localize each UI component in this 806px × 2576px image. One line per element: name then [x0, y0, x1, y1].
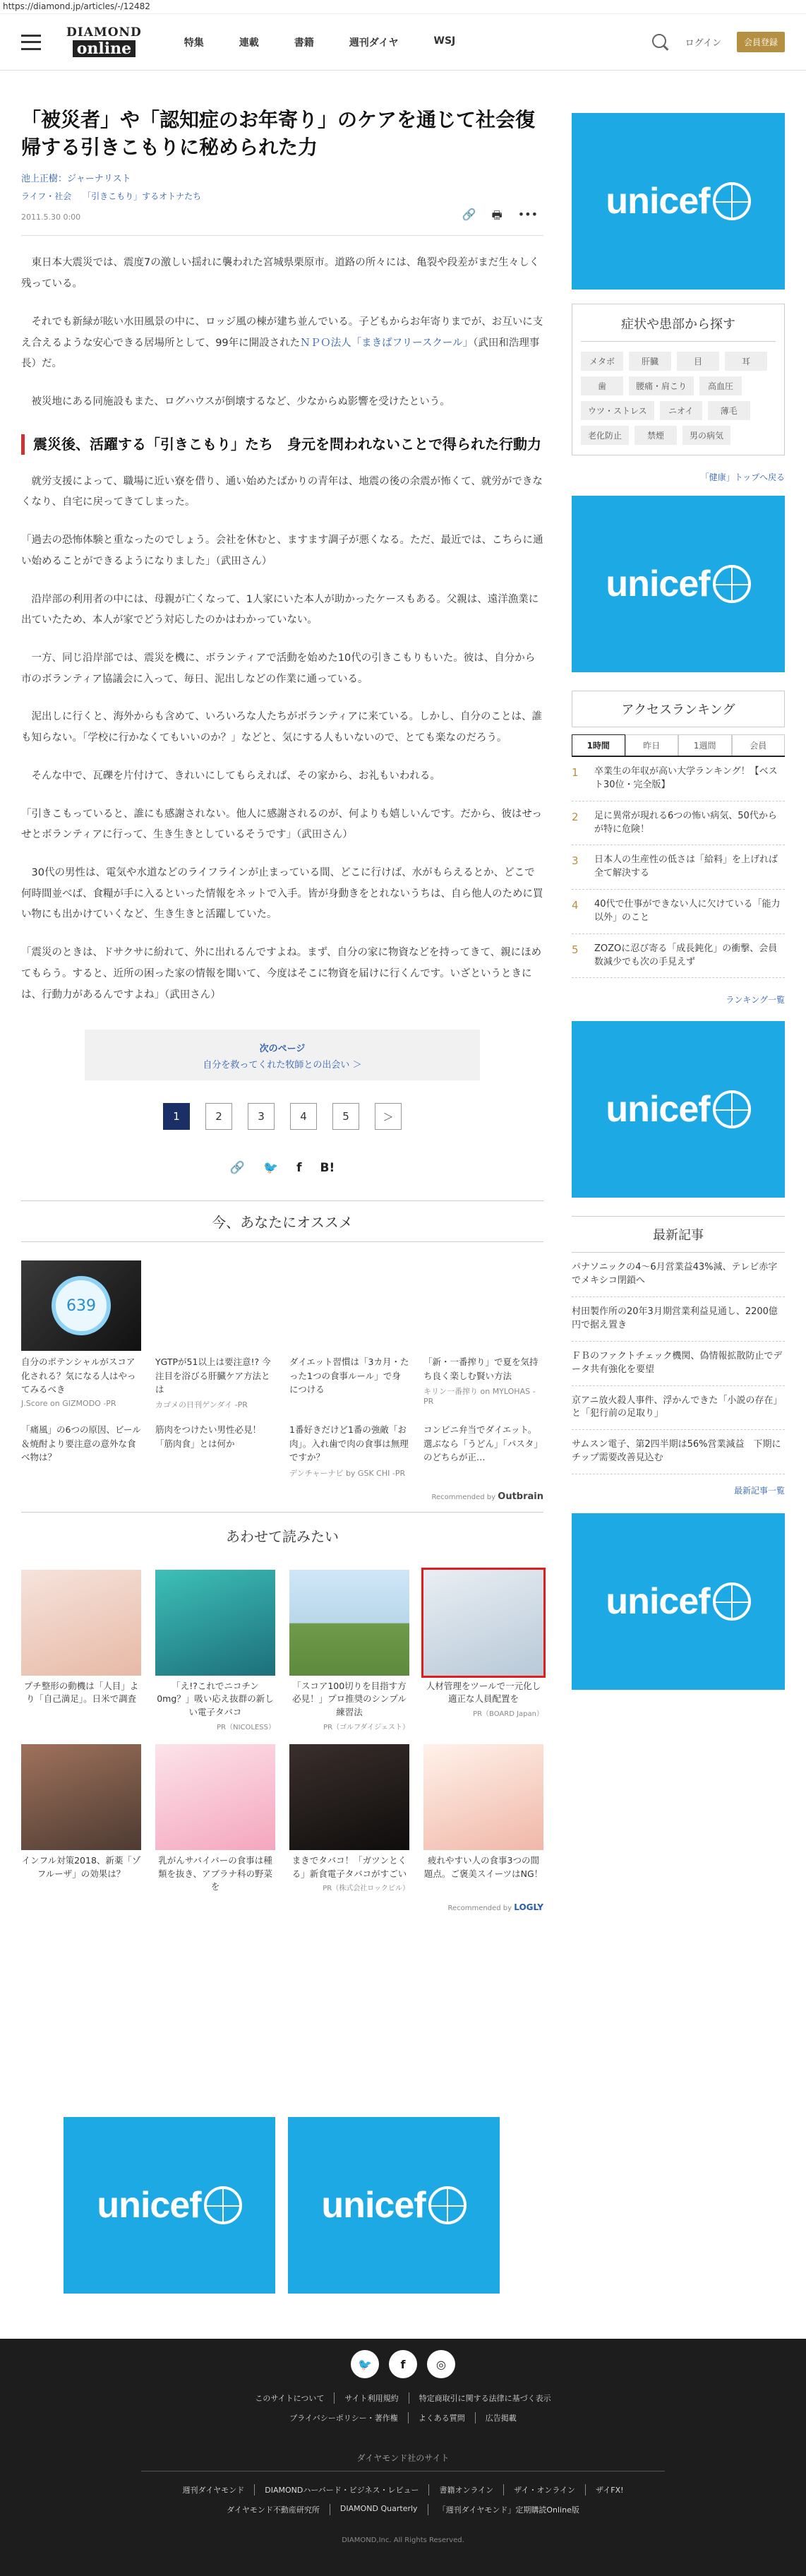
- footer-link[interactable]: プライバシーポリシー・著作権: [279, 2412, 408, 2423]
- unicef-globe-icon: [713, 182, 751, 220]
- npo-link[interactable]: ＮＰＯ法人「まきばフリースクール」: [300, 337, 474, 349]
- ranking-item[interactable]: 2 足に異常が現れる6つの怖い病気、50代からが特に危険！: [572, 801, 785, 846]
- recommend-title: 今、あなたにオススメ: [21, 1200, 543, 1242]
- page-next[interactable]: ＞: [375, 1103, 402, 1130]
- symptom-tag[interactable]: 歯: [581, 376, 623, 395]
- recommend-item[interactable]: 「新・一番搾り」で夏を気持ち良く楽しむ賢い方法 キリン一番搾り on MYLOHAS -PR: [423, 1260, 543, 1410]
- article-paragraph: 沿岸部の利用者の中には、母親が亡くなって、1人家にいた本人が助かったケースもある。父親は、遠洋漁業に出ていたため、本人が家でどう対応したのかはわかっていない。: [21, 593, 539, 626]
- recommend-thumb: 639: [21, 1260, 141, 1351]
- search-icon[interactable]: [651, 33, 670, 52]
- symptom-tag[interactable]: 高血圧: [699, 376, 742, 395]
- also-read-item[interactable]: インフル対策2018、新薬「ゾフルーザ」の効果は？: [21, 1744, 141, 1895]
- article-paragraph: 「震災のときは、ドサクサに紛れて、外に出れるんですよね。まず、自分の家に物資などを持ってきて、親にほめてもらう。すると、近所の困った家の情報を聞いて、今度はそこに物資を届けに行くんです。いざというときには、行動力があるんですよね」（武田さん）: [21, 947, 542, 1001]
- also-read-item[interactable]: 乳がんサバイバーの食事は種類を抜き、アブラナ科の野菜を: [155, 1744, 275, 1895]
- also-thumb: [289, 1744, 409, 1850]
- unicef-ad[interactable]: unicef: [572, 113, 785, 290]
- footer-site-link[interactable]: ダイヤモンド不動産研究所: [217, 2504, 330, 2515]
- recommend-thumb: [423, 1260, 543, 1351]
- footer-link[interactable]: このサイトについて: [245, 2392, 335, 2404]
- recommend-item[interactable]: コンビニ弁当でダイエット。選ぶなら「うどん」「パスタ」のどちらが正…: [423, 1424, 543, 1463]
- symptom-tag[interactable]: 耳: [725, 352, 767, 371]
- unicef-ad[interactable]: unicef: [288, 2117, 500, 2294]
- also-read-grid: [21, 1570, 543, 1896]
- category-link[interactable]: 「引きこもり」するオトナたち: [83, 191, 202, 202]
- article-paragraph: そんな中で、瓦礫を片付けて、きれいにしてもらえれば、その家から、お礼もいわれる。: [31, 770, 440, 782]
- footer-link[interactable]: サイト利用規約: [335, 2392, 409, 2404]
- footer-site-link[interactable]: 書籍オンライン: [429, 2484, 504, 2496]
- article-column: [21, 71, 543, 1912]
- url-bar[interactable]: https://diamond.jp/articles/-/12482: [0, 0, 806, 14]
- outbrain-credit[interactable]: Recommended by Outbrain: [21, 1491, 543, 1513]
- recommend-grid: [21, 1260, 543, 1478]
- latest-item[interactable]: 村田製作所の20年3月期営業利益見通し、2200億円で据え置き: [572, 1297, 785, 1342]
- link-share-icon[interactable]: 🔗: [229, 1161, 245, 1176]
- footer-site-link[interactable]: DIAMONDハーバード・ビジネス・レビュー: [255, 2484, 429, 2496]
- page-3[interactable]: 3: [248, 1103, 275, 1130]
- also-read-item[interactable]: 疲れやすい人の食事3つの間題点。ご褒美スイーツはNG！: [423, 1744, 543, 1895]
- article-paragraph: 「引きこもっていると、誰にも感謝されない。他人に感謝されるのが、何よりも嬉しいんです。だから、彼はせっせとボランティアに行って、生き生きとしているそうです」（武田さん）: [21, 808, 543, 841]
- sidebar: [572, 113, 785, 1690]
- article-paragraph: 30代の男性は、電気や水道などのライフラインが止まっている間、どこに行けば、水がもらえるとか、どこで何時間並べば、食糧が手に入るといった情報をネットで入手。皆が身動きをとれないうちは、自ら他人のために買い物にも出かけていくなど、生き生きと活躍していた。: [21, 867, 543, 921]
- symptom-tag[interactable]: 目: [677, 352, 719, 371]
- register-button[interactable]: 会員登録: [737, 32, 785, 52]
- article-date: 2011.5.30 0:00: [21, 213, 81, 222]
- symptom-tag[interactable]: ニオイ: [660, 401, 702, 420]
- footer-site-link[interactable]: 週刊ダイヤモンド: [172, 2484, 255, 2496]
- ranking-list-link[interactable]: ランキング一覧: [726, 995, 785, 1006]
- latest-list-link[interactable]: 最新記事一覧: [733, 1485, 785, 1496]
- unicef-globe-icon: [713, 565, 751, 603]
- footer-link[interactable]: 広告掲載: [485, 2414, 517, 2423]
- also-thumb: [423, 1744, 543, 1850]
- category-link[interactable]: ライフ・社会: [21, 191, 72, 202]
- footer-facebook-icon[interactable]: f: [389, 2350, 417, 2378]
- ranking-tab-member[interactable]: 会員: [732, 734, 786, 756]
- article-paragraph: 「過去の恐怖体験と重なったのでしょう。会社を休むと、ますます調子が悪くなる。ただ、最近では、こちらに通い始めることができるようになりました」（武田さん）: [21, 535, 543, 567]
- also-thumb: [155, 1744, 275, 1850]
- unicef-globe-icon: [713, 1090, 751, 1128]
- link-icon[interactable]: 🔗: [462, 208, 476, 222]
- ranking-item[interactable]: 5 ZOZOに忍び寄る「成長鈍化」の衝撃、会員数減少でも次の手見えず: [572, 934, 785, 979]
- main-nav: [184, 35, 455, 49]
- next-page-button[interactable]: 次のページ 自分を救ってくれた牧師との出会い ＞: [85, 1030, 480, 1080]
- article-author[interactable]: 池上正樹：ジャーナリスト: [21, 174, 131, 185]
- also-thumb: [21, 1570, 141, 1676]
- also-read-item[interactable]: プチ整形の動機は「人目」より「自己満足」。日米で調査: [21, 1570, 141, 1731]
- recommend-item[interactable]: ダイエット習慣は「3カ月・たった1つの食事ルール」で身につける: [289, 1260, 409, 1410]
- site-logo[interactable]: DIAMOND online: [66, 25, 142, 58]
- symptom-tag[interactable]: メタボ: [581, 352, 623, 371]
- site-footer: [0, 2339, 806, 2576]
- unicef-ad[interactable]: unicef: [572, 496, 785, 672]
- also-read-item[interactable]: 人材管理をツールで一元化し適正な人員配置を PR（BOARD Japan）: [423, 1570, 543, 1731]
- latest-articles: 最新記事 パナソニックの4～6月営業益43%減、テレビ赤字でメキシコ閉鎖へ 村田製作所の20年3月期営業利益見通し、2200億円で据え置き ＦＢのファクトチェック機関、偽情報拡散防止でデータ共有強化を要望 京アニ放火殺人事件、浮かんできた「小説の存在」と「犯行前の足取り」 サムスン電子、第2四半期は56%営業減益 下期にチップ需要改善見込む: [572, 1216, 785, 1474]
- nav-item-feature[interactable]: 特集: [184, 37, 204, 49]
- nav-item-books[interactable]: 書籍: [294, 37, 314, 49]
- health-top-link[interactable]: 「健康」トップへ戻る: [700, 472, 785, 482]
- unicef-ad[interactable]: unicef: [64, 2117, 275, 2294]
- unicef-globe-icon: [428, 2186, 467, 2224]
- bottom-ads: [64, 2117, 500, 2294]
- ranking-tab-week[interactable]: 1週間: [678, 734, 732, 756]
- article-body: [21, 253, 543, 1006]
- footer-link[interactable]: よくある質問: [409, 2412, 476, 2423]
- ranking-tab-yesterday[interactable]: 昨日: [625, 734, 679, 756]
- footer-twitter-icon[interactable]: 🐦: [351, 2350, 379, 2378]
- pagination: [21, 1103, 543, 1130]
- symptom-tag[interactable]: 老化防止: [581, 426, 629, 445]
- share-bar: [21, 1161, 543, 1175]
- symptom-tag[interactable]: 禁煙: [634, 426, 677, 445]
- footer-group-title: ダイヤモンド社のサイト: [356, 2453, 450, 2463]
- nav-item-wsj[interactable]: WSJ: [433, 35, 456, 47]
- login-link[interactable]: ログイン: [685, 38, 721, 49]
- recommend-thumb: [289, 1260, 409, 1351]
- recommend-item[interactable]: YGTPが51以上は要注意!? 今注目を浴びる肝臓ケア方法とは カゴメの日刊ゲンダイ -PR: [155, 1260, 275, 1410]
- site-header: [0, 14, 806, 71]
- page-4[interactable]: 4: [290, 1103, 317, 1130]
- footer-site-link[interactable]: 「週刊ダイヤモンド」定期購読Online版: [438, 2505, 579, 2515]
- article-paragraph: 被災地にある同施設もまた、ログハウスが倒壊するなど、少なからぬ影響を受けたという。: [31, 395, 450, 407]
- footer-site-link[interactable]: ザイ・オンライン: [504, 2484, 586, 2496]
- footer-link[interactable]: 特定商取引に関する法律に基づく表示: [419, 2394, 551, 2403]
- unicef-ad[interactable]: unicef: [572, 1513, 785, 1690]
- symptom-tag[interactable]: 男の病気: [682, 426, 730, 445]
- also-read-item[interactable]: 「え!?これでニコチン0mg？」吸い応え抜群の新しい電子タバコ PR（NICOLESS）: [155, 1570, 275, 1731]
- also-read-title: あわせて読みたい: [226, 1527, 339, 1545]
- also-read-item[interactable]: 「スコア100切りを目指す方必見！」プロ推奨のシンプル練習法 PR（ゴルフダイジェスト）: [289, 1570, 409, 1731]
- symptom-tag[interactable]: ウツ・ストレス: [581, 401, 654, 420]
- symptom-tag[interactable]: 肝臓: [629, 352, 671, 371]
- article-paragraph: それでも新緑が眩い水田風景の中に、ロッジ風の棟が建ち並んでいる。子どもからお年寄りまでが、お互いに支え合えるような安心できる居場所として、99年に開設されたＮＰＯ法人「まきばフリースクール」（武田和浩理事長）だ。: [21, 316, 543, 370]
- nav-item-series[interactable]: 連載: [239, 37, 259, 49]
- twitter-icon[interactable]: 🐦: [263, 1161, 279, 1176]
- ranking-item[interactable]: 3 日本人の生産性の低さは「給料」を上げれば全て解決する: [572, 845, 785, 890]
- hamburger-menu-icon[interactable]: [21, 35, 41, 50]
- more-icon[interactable]: •••: [517, 208, 538, 222]
- recommend-thumb: [155, 1260, 275, 1351]
- also-read-item[interactable]: まきでタバコ！「ガツンとくる」新食電子タバコがすごい PR（株式会社ロックビル）: [289, 1744, 409, 1895]
- article-paragraph: 泥出しに行くと、海外からも含めて、いろいろな人たちがボランティアに来ている。しかし、自分のことは、誰も知らない。「学校に行かなくてもいいのか？」などと、気にする人もいないので、とても楽なのだろう。: [21, 711, 543, 744]
- article-paragraph: 就労支援によって、職場に近い寮を借り、通い始めたばかりの青年は、地震の後の余震が怖くて、就労ができなくなり、自宅に戻ってきてしまった。: [21, 475, 543, 508]
- page-1[interactable]: 1: [163, 1103, 190, 1130]
- recommend-item[interactable]: 「痛風」の6つの原因、ビール＆焼酎より要注意の意外な食べ物は？: [21, 1424, 141, 1463]
- symptom-tag[interactable]: 薄毛: [708, 401, 750, 420]
- recommend-item[interactable]: 筋肉をつけたい男性必見！「筋肉食」とは何か: [155, 1424, 262, 1449]
- also-thumb: [21, 1744, 141, 1850]
- also-thumb: [289, 1570, 409, 1676]
- latest-item[interactable]: 京アニ放火殺人事件、浮かんできた「小説の存在」と「犯行前の足取り」: [572, 1386, 785, 1431]
- symptom-search: 症状や患部から探す メタボ 肝臓 目 耳 歯 腰痛・肩こり 高血圧 ウツ・ストレス ニオイ 薄毛 老化防止 禁煙 男の病気: [572, 304, 785, 455]
- also-thumb: [155, 1570, 275, 1676]
- access-ranking: アクセスランキング 1時間 昨日 1週間 会員 1 卒業生の年収が高い大学ランキング！【ベスト30位・完全版】 2 足に異常が現れる6つの怖い病気、50代からが特に危険！ 3 日本人の生産性の低さは「給料」を上げれば全て解決する 4 40代で仕事ができない人に欠けている「能力以外」のこと 5 ZOZOに忍び寄る「成長鈍化」の衝撃、会員数減少でも次の手見えず: [572, 691, 785, 978]
- page-2[interactable]: 2: [205, 1103, 232, 1130]
- ranking-item[interactable]: 1 卒業生の年収が高い大学ランキング！【ベスト30位・完全版】: [572, 757, 785, 801]
- facebook-icon[interactable]: f: [296, 1161, 302, 1176]
- recommend-item[interactable]: 1番好きだけど1番の強敵「お肉」。入れ歯で肉の食事は無理ですか？ デンチャーナビ by GSK CHI -PR: [289, 1424, 409, 1478]
- print-icon[interactable]: 🖶: [491, 208, 503, 222]
- footer-site-link[interactable]: DIAMOND Quarterly: [330, 2504, 428, 2515]
- article-subheading: 震災後、活躍する「引きこもり」たち 身元を問われないことで得られた行動力: [21, 434, 543, 455]
- latest-item[interactable]: パナソニックの4～6月営業益43%減、テレビ赤字でメキシコ閉鎖へ: [572, 1253, 785, 1297]
- latest-item[interactable]: サムスン電子、第2四半期は56%営業減益 下期にチップ需要改善見込む: [572, 1430, 785, 1474]
- hatena-icon[interactable]: B!: [320, 1161, 335, 1176]
- footer-rss-icon[interactable]: ◎: [427, 2350, 455, 2378]
- article-categories: [21, 190, 543, 202]
- nav-item-weekly[interactable]: 週刊ダイヤ: [349, 37, 399, 49]
- ranking-item[interactable]: 4 40代で仕事ができない人に欠けている「能力以外」のこと: [572, 890, 785, 934]
- latest-item[interactable]: ＦＢのファクトチェック機関、偽情報拡散防止でデータ共有強化を要望: [572, 1342, 785, 1386]
- article-paragraph: 一方、同じ沿岸部では、震災を機に、ボランティアで活動を始めた10代の引きこもりもいた。彼は、自分から市のボランティア協議会に入って、毎日、泥出しなどの作業に通っている。: [21, 652, 536, 685]
- unicef-globe-icon: [204, 2186, 242, 2224]
- also-thumb: [423, 1570, 543, 1676]
- article-title: 「被災者」や「認知症のお年寄り」のケアを通じて社会復帰する引きこもりに秘められた力: [21, 108, 536, 160]
- symptom-tag[interactable]: 腰痛・肩こり: [629, 376, 694, 395]
- recommend-item[interactable]: 639 自分のポテンシャルがスコア化される？気になる人はやってみるべき J.Score on GIZMODO -PR: [21, 1260, 141, 1410]
- ranking-tab-hour[interactable]: 1時間: [572, 734, 625, 756]
- unicef-globe-icon: [713, 1582, 751, 1621]
- unicef-ad[interactable]: unicef: [572, 1021, 785, 1198]
- footer-site-link[interactable]: ザイFX!: [596, 2486, 624, 2495]
- logly-credit[interactable]: Recommended by LOGLY: [447, 1902, 543, 1913]
- article-paragraph: 東日本大震災では、震度7の激しい揺れに襲われた宮城県栗原市。道路の所々には、亀裂や段差がまだ生々しく残っている。: [21, 257, 540, 290]
- copyright: DIAMOND,Inc. All Rights Reserved.: [342, 2536, 464, 2544]
- page-5[interactable]: 5: [332, 1103, 359, 1130]
